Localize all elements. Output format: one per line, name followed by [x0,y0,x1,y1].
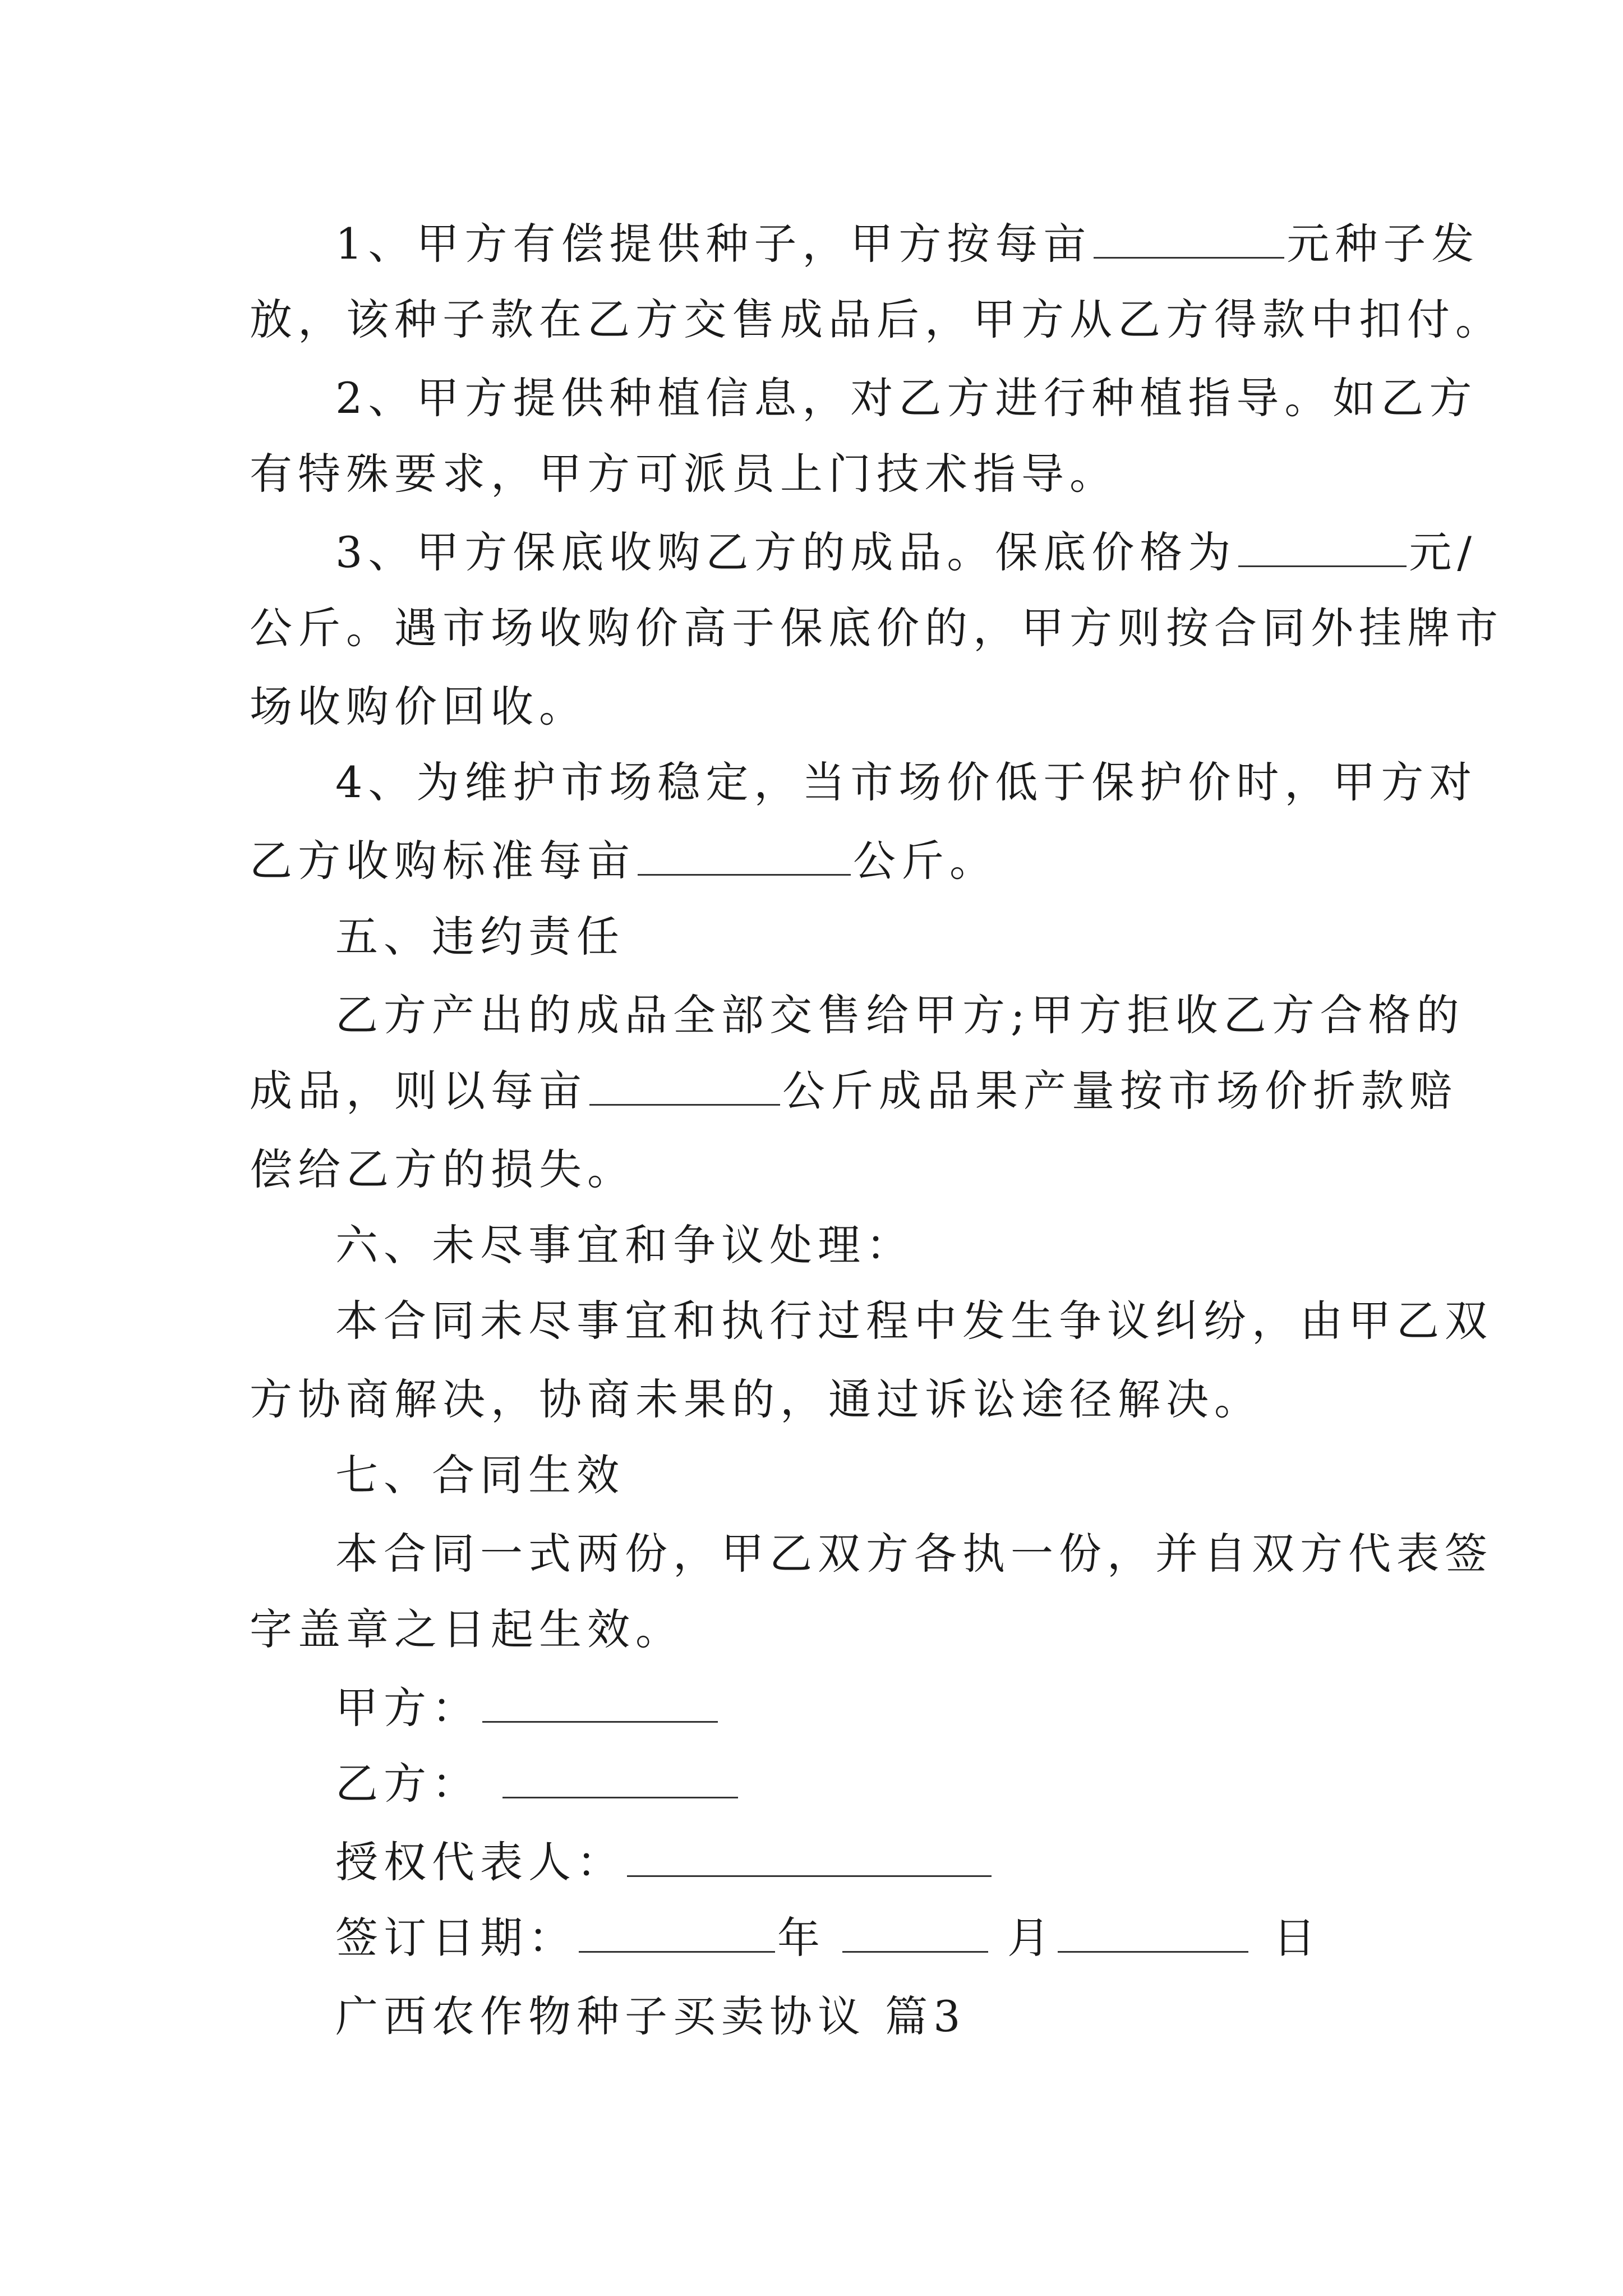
section-6-text-b: 方协商解决，协商未果的，通过诉讼途径解决。 [250,1374,1262,1424]
quantity-blank [638,835,851,876]
next-section-title-text: 广西农作物种子买卖协议 篇3 [335,1991,966,2041]
section-7-heading [335,1447,625,1503]
month-label: 月 [1007,1913,1055,1963]
party-b-signature [335,1756,740,1812]
section-5-line-1 [335,987,1465,1043]
signing-date [335,1910,1321,1966]
year-blank [579,1912,775,1953]
clause-4-text-b: 乙方收购标准每亩 [250,836,635,886]
clause-1-text-c: 放，该种子款在乙方交售成品后，甲方从乙方得款中扣付。 [250,295,1504,344]
clause-1-text-b: 元种子发 [1287,219,1480,269]
amount-blank [1094,218,1284,259]
party-a-label: 甲方： [335,1683,480,1733]
clause-3-text-d: 场收购价回收。 [250,682,587,731]
section-6-line-2 [250,1372,1262,1428]
section-5-line-2 [250,1063,1458,1119]
clause-1-line-1 [335,216,1479,272]
clause-4-text-a: 4、为维护市场稳定，当市场价低于保护价时，甲方对 [335,757,1478,807]
section-7-text-a: 本合同一式两份，甲乙双方各执一份，并自双方代表签 [335,1529,1493,1579]
clause-3-text-a: 3、甲方保底收购乙方的成品。保底价格为 [335,527,1237,577]
section-6-heading [335,1217,914,1273]
yield-blank [589,1065,780,1106]
clause-2-line-2 [250,446,1118,502]
clause-3-line-3 [250,679,587,735]
year-label: 年 [777,1913,826,1963]
date-label: 签订日期： [335,1913,577,1963]
clause-2-text-b: 有特殊要求，甲方可派员上门技术指导。 [250,449,1118,499]
section-5-text-d: 偿给乙方的损失。 [250,1144,635,1194]
representative-signature [335,1834,994,1890]
section-5-text-a: 乙方产出的成品全部交售给甲方;甲方拒收乙方合格的 [335,990,1465,1040]
party-b-blank [502,1757,738,1798]
section-7-heading-text: 七、合同生效 [335,1450,625,1500]
month-blank [842,1912,988,1953]
section-7-text-b: 字盖章之日起生效。 [250,1604,684,1654]
section-5-line-3 [250,1142,635,1198]
price-blank [1238,526,1407,567]
representative-label: 授权代表人： [335,1837,625,1887]
section-5-heading [335,909,625,965]
section-7-line-1 [335,1526,1493,1582]
section-5-text-c: 公斤成品果产量按市场价折款赔 [782,1066,1458,1116]
day-blank [1058,1912,1248,1953]
clause-4-line-2 [250,833,998,889]
clause-3-text-b: 元/ [1409,527,1477,577]
section-6-line-1 [335,1293,1493,1349]
section-6-heading-text: 六、未尽事宜和争议处理： [335,1220,914,1270]
clause-3-text-c: 公斤。遇市场收购价高于保底价的，甲方则按合同外挂牌市 [250,603,1504,653]
clause-3-line-2 [250,600,1504,656]
section-7-line-2 [250,1602,684,1658]
clause-2-text-a: 2、甲方提供种植信息，对乙方进行种植指导。如乙方 [335,373,1478,423]
clause-1-line-2 [250,292,1504,348]
clause-3-line-1 [335,524,1477,581]
section-6-text-a: 本合同未尽事宜和执行过程中发生争议纠纷，由甲乙双 [335,1296,1493,1346]
party-b-label: 乙方： [335,1759,480,1809]
section-5-heading-text: 五、违约责任 [335,912,625,961]
representative-blank [627,1836,992,1877]
clause-1-text-a: 1、甲方有偿提供种子，甲方按每亩 [335,219,1092,269]
day-label: 日 [1273,1913,1321,1963]
clause-4-text-c: 公斤。 [853,836,998,886]
party-a-blank [482,1682,718,1723]
section-5-text-b: 成品，则以每亩 [250,1066,587,1116]
party-a-signature [335,1680,720,1736]
next-section-title [335,1989,966,2045]
clause-2-line-1 [335,370,1477,426]
clause-4-line-1 [335,754,1477,811]
